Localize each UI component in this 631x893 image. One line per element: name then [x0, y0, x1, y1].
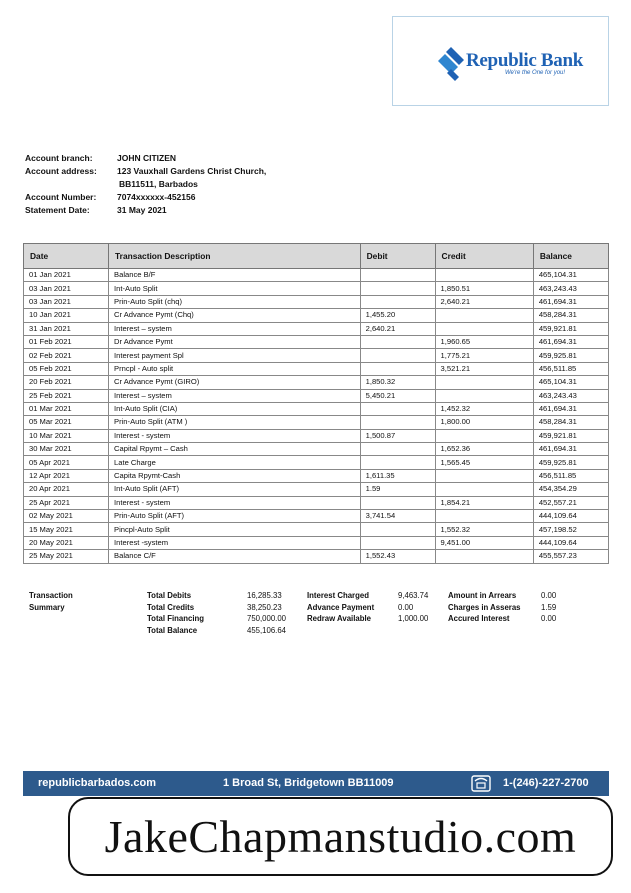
cell-balance: 454,354.29	[533, 483, 608, 496]
charges-in-arrears-value: 1.59	[541, 602, 557, 612]
cell-description: Prin-Auto Split (chq)	[109, 295, 361, 308]
branch-value: JOHN CITIZEN	[117, 153, 177, 163]
cell-description: Capital Rpymt – Cash	[109, 443, 361, 456]
cell-credit: 9,451.00	[435, 536, 533, 549]
branch-label: Account branch:	[25, 153, 93, 163]
transactions-table	[23, 243, 609, 564]
charges-in-arrears-label: Charges in Asseras	[448, 602, 521, 612]
cell-debit	[360, 402, 435, 415]
cell-date: 12 Apr 2021	[24, 469, 109, 482]
advance-payment-value: 0.00	[398, 602, 414, 612]
cell-credit: 1,452.32	[435, 402, 533, 415]
cell-balance: 463,243.43	[533, 282, 608, 295]
table-row	[24, 402, 609, 415]
cell-description: Cr Advance Pymt (GIRO)	[109, 376, 361, 389]
cell-description: Interest – system	[109, 322, 361, 335]
accrued-interest-value: 0.00	[541, 614, 557, 623]
cell-debit	[360, 456, 435, 469]
cell-date: 01 Mar 2021	[24, 402, 109, 415]
cell-description: Interest payment Spl	[109, 349, 361, 362]
header-credit: Credit	[435, 244, 533, 269]
cell-description: Prncpl - Auto split	[109, 362, 361, 375]
cell-description: Pincpl-Auto Split	[109, 523, 361, 536]
cell-debit	[360, 269, 435, 282]
cell-description: Interest - system	[109, 429, 361, 442]
table-row	[24, 269, 609, 282]
amount-in-arrears-value: 0.00	[541, 591, 557, 600]
cell-date: 05 Apr 2021	[24, 456, 109, 469]
cell-debit	[360, 523, 435, 536]
total-balance-label: Total Balance	[147, 625, 198, 635]
cell-credit	[435, 389, 533, 402]
table-row	[24, 295, 609, 308]
total-balance-value: 455,106.64	[247, 625, 287, 635]
cell-balance: 461,694.31	[533, 443, 608, 456]
cell-balance: 459,925.81	[533, 349, 608, 362]
table-row	[24, 429, 609, 442]
cell-description: Int-Auto Split (AFT)	[109, 483, 361, 496]
cell-credit: 1,652.36	[435, 443, 533, 456]
cell-credit: 1,552.32	[435, 523, 533, 536]
cell-description: Int-Auto Split	[109, 282, 361, 295]
redraw-available-label: Redraw Available	[307, 614, 371, 623]
table-row	[24, 389, 609, 402]
cell-credit: 1,850.51	[435, 282, 533, 295]
total-financing-value: 750,000.00	[247, 614, 287, 623]
account-number-label: Account Number:	[25, 192, 97, 202]
cell-credit	[435, 469, 533, 482]
cell-credit: 1,854.21	[435, 496, 533, 509]
cell-credit: 1,800.00	[435, 416, 533, 429]
cell-debit	[360, 335, 435, 348]
table-header-row	[24, 244, 609, 269]
cell-debit	[360, 496, 435, 509]
cell-date: 01 Feb 2021	[24, 335, 109, 348]
statement-date-value: 31 May 2021	[117, 205, 167, 215]
table-row	[24, 496, 609, 509]
cell-date: 02 May 2021	[24, 510, 109, 523]
cell-debit	[360, 416, 435, 429]
address-label: Account address:	[25, 166, 97, 176]
table-row	[24, 309, 609, 322]
address-line1: 123 Vauxhall Gardens Christ Church,	[117, 166, 267, 176]
header-balance: Balance	[533, 244, 608, 269]
cell-balance: 458,284.31	[533, 416, 608, 429]
cell-description: Capita Rpymt-Cash	[109, 469, 361, 482]
cell-balance: 455,557.23	[533, 550, 608, 563]
cell-debit	[360, 443, 435, 456]
cell-date: 15 May 2021	[24, 523, 109, 536]
table-row	[24, 483, 609, 496]
cell-description: Interest – system	[109, 389, 361, 402]
cell-date: 02 Feb 2021	[24, 349, 109, 362]
cell-balance: 461,694.31	[533, 402, 608, 415]
cell-debit	[360, 295, 435, 308]
table-row	[24, 523, 609, 536]
cell-debit: 1,500.87	[360, 429, 435, 442]
accrued-interest-label: Accured Interest	[448, 614, 510, 623]
cell-credit: 1,960.65	[435, 335, 533, 348]
cell-balance: 465,104.31	[533, 269, 608, 282]
republic-bank-logo-icon	[437, 47, 465, 81]
cell-date: 25 Apr 2021	[24, 496, 109, 509]
table-row	[24, 416, 609, 429]
cell-credit	[435, 376, 533, 389]
table-row	[24, 469, 609, 482]
cell-credit: 1,775.21	[435, 349, 533, 362]
summary-title-line2: Summary	[29, 602, 65, 612]
total-debits-value: 16,285.33	[247, 591, 282, 600]
total-credits-label: Total Credits	[147, 602, 195, 612]
cell-credit: 1,565.45	[435, 456, 533, 469]
cell-balance: 457,198.52	[533, 523, 608, 536]
cell-date: 05 Feb 2021	[24, 362, 109, 375]
cell-credit	[435, 309, 533, 322]
footer-address: 1 Broad St, Bridgetown BB11009	[223, 777, 394, 789]
cell-date: 10 Jan 2021	[24, 309, 109, 322]
cell-date: 30 Mar 2021	[24, 443, 109, 456]
cell-date: 10 Mar 2021	[24, 429, 109, 442]
cell-description: Int-Auto Split (CIA)	[109, 402, 361, 415]
table-row	[24, 456, 609, 469]
cell-credit	[435, 429, 533, 442]
header-debit: Debit	[360, 244, 435, 269]
table-row	[24, 550, 609, 563]
table-row	[24, 362, 609, 375]
table-row	[24, 510, 609, 523]
summary-title-line1: Transaction	[29, 591, 73, 600]
total-labels	[147, 590, 204, 636]
cell-description: Balance B/F	[109, 269, 361, 282]
cell-description: Interest -system	[109, 536, 361, 549]
cell-debit: 1,552.43	[360, 550, 435, 563]
cell-balance: 459,921.81	[533, 322, 608, 335]
cell-debit: 5,450.21	[360, 389, 435, 402]
account-number-value: 7074xxxxxx-452156	[117, 192, 196, 202]
header-date: Date	[24, 244, 109, 269]
bank-name: Republic Bank	[466, 50, 584, 71]
cell-debit: 1.59	[360, 483, 435, 496]
bank-logo	[392, 16, 609, 106]
cell-balance: 444,109.64	[533, 510, 608, 523]
footer-phone[interactable]: 1-(246)-227-2700	[503, 777, 589, 789]
cell-balance: 461,694.31	[533, 335, 608, 348]
cell-credit	[435, 550, 533, 563]
interest-charged-label: Interest Charged	[307, 591, 369, 600]
cell-date: 03 Jan 2021	[24, 282, 109, 295]
table-row	[24, 282, 609, 295]
phone-icon	[471, 775, 491, 792]
cell-balance: 461,694.31	[533, 295, 608, 308]
cell-debit: 1,455.20	[360, 309, 435, 322]
total-financing-label: Total Financing	[147, 614, 205, 623]
cell-description: Balance C/F	[109, 550, 361, 563]
cell-balance: 465,104.31	[533, 376, 608, 389]
cell-credit	[435, 322, 533, 335]
cell-credit	[435, 483, 533, 496]
total-values	[247, 590, 286, 636]
cell-credit	[435, 269, 533, 282]
cell-balance: 459,921.81	[533, 429, 608, 442]
cell-date: 31 Jan 2021	[24, 322, 109, 335]
cell-balance: 463,243.43	[533, 389, 608, 402]
interest-values	[398, 590, 428, 625]
bank-tagline: We're the One for you!	[505, 70, 566, 76]
header-description: Transaction Description	[109, 244, 361, 269]
total-credits-value: 38,250.23	[247, 602, 282, 612]
cell-date: 25 Feb 2021	[24, 389, 109, 402]
cell-date: 20 Apr 2021	[24, 483, 109, 496]
table-row	[24, 322, 609, 335]
cell-balance: 452,557.21	[533, 496, 608, 509]
cell-description: Interest - system	[109, 496, 361, 509]
cell-debit: 2,640.21	[360, 322, 435, 335]
table-row	[24, 349, 609, 362]
cell-description: Late Charge	[109, 456, 361, 469]
cell-description: Cr Advance Pymt (Chq)	[109, 309, 361, 322]
arrears-labels	[448, 590, 521, 625]
footer-website-link[interactable]: republicbarbados.com	[38, 777, 156, 789]
summary-title	[29, 590, 73, 613]
cell-credit	[435, 510, 533, 523]
interest-charged-value: 9,463.74	[398, 591, 429, 600]
cell-debit	[360, 282, 435, 295]
table-row	[24, 536, 609, 549]
cell-description: Dr Advance Pymt	[109, 335, 361, 348]
cell-date: 20 Feb 2021	[24, 376, 109, 389]
cell-debit: 1,611.35	[360, 469, 435, 482]
cell-date: 05 Mar 2021	[24, 416, 109, 429]
cell-debit	[360, 536, 435, 549]
statement-date-label: Statement Date:	[25, 205, 90, 215]
address-line2: BB11511, Barbados	[119, 179, 198, 189]
cell-debit	[360, 362, 435, 375]
cell-description: Prin-Auto Split (AFT)	[109, 510, 361, 523]
cell-credit: 3,521.21	[435, 362, 533, 375]
cell-date: 01 Jan 2021	[24, 269, 109, 282]
interest-labels	[307, 590, 374, 625]
arrears-values	[541, 590, 556, 625]
cell-debit: 1,850.32	[360, 376, 435, 389]
cell-balance: 456,511.85	[533, 469, 608, 482]
watermark-banner: JakeChapmanstudio.com	[68, 797, 613, 876]
footer-bar	[23, 771, 609, 796]
cell-balance: 444,109.64	[533, 536, 608, 549]
account-details	[25, 152, 266, 217]
table-row	[24, 376, 609, 389]
cell-debit	[360, 349, 435, 362]
cell-description: Prin-Auto Split (ATM )	[109, 416, 361, 429]
cell-balance: 456,511.85	[533, 362, 608, 375]
table-row	[24, 443, 609, 456]
table-row	[24, 335, 609, 348]
cell-balance: 459,925.81	[533, 456, 608, 469]
cell-date: 25 May 2021	[24, 550, 109, 563]
cell-credit: 2,640.21	[435, 295, 533, 308]
cell-date: 03 Jan 2021	[24, 295, 109, 308]
cell-date: 20 May 2021	[24, 536, 109, 549]
advance-payment-label: Advance Payment	[307, 602, 375, 612]
cell-debit: 3,741.54	[360, 510, 435, 523]
cell-balance: 458,284.31	[533, 309, 608, 322]
redraw-available-value: 1,000.00	[398, 614, 429, 623]
total-debits-label: Total Debits	[147, 591, 192, 600]
amount-in-arrears-label: Amount in Arrears	[448, 591, 517, 600]
